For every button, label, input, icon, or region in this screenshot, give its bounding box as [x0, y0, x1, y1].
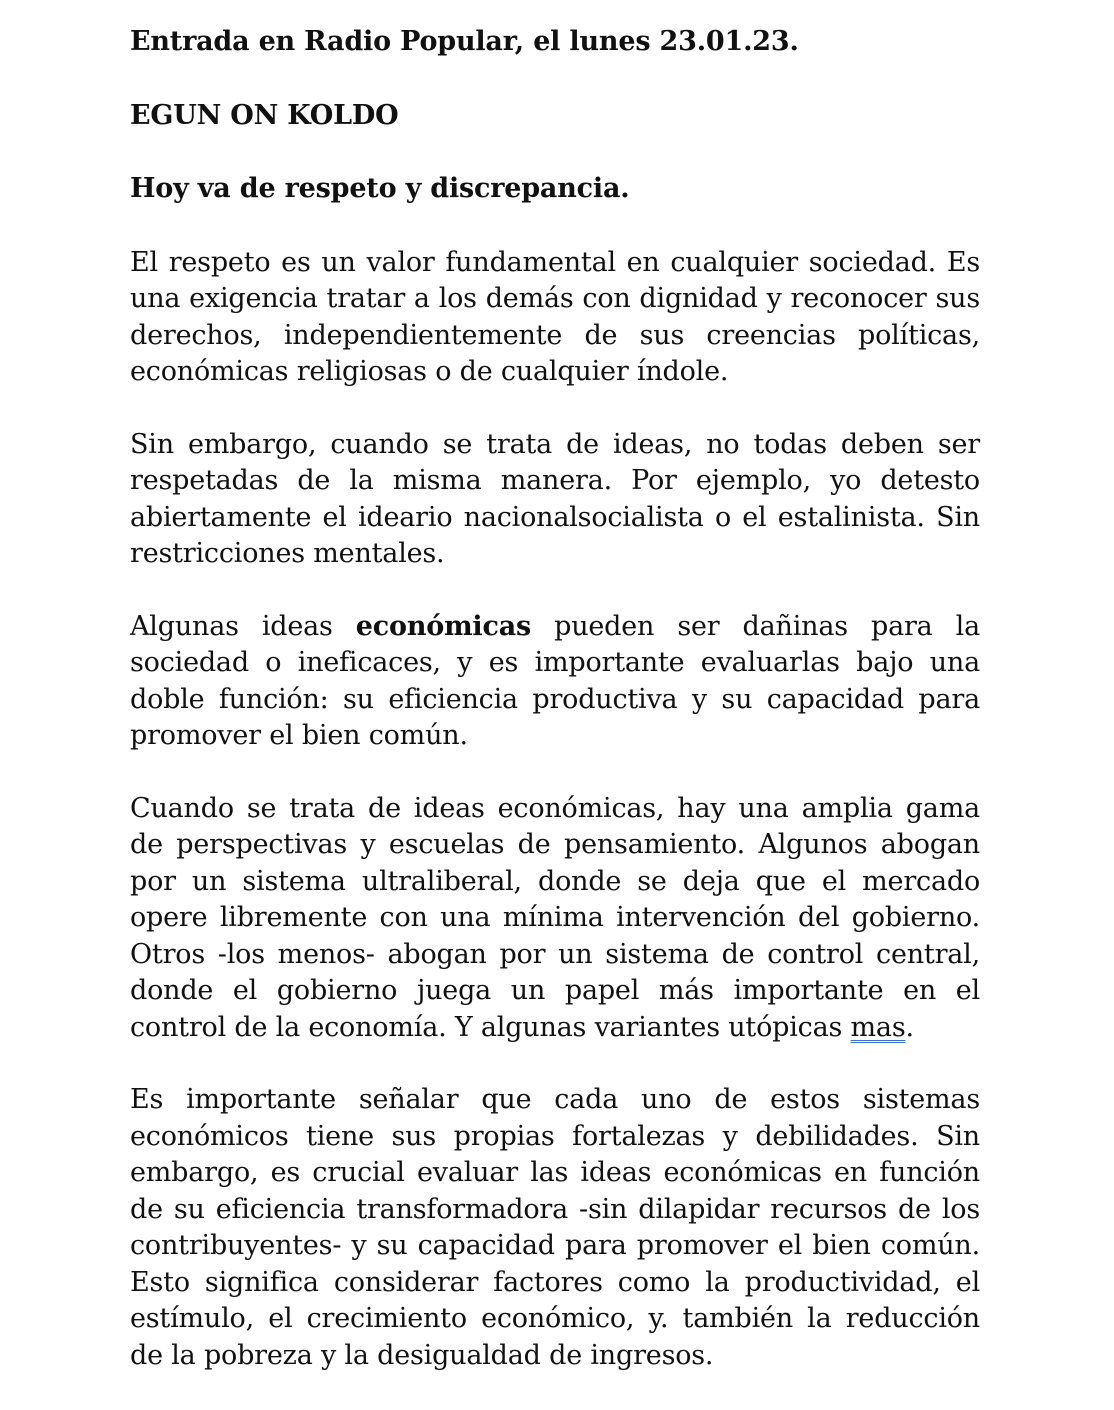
- paragraph-systems: [130, 791, 980, 1047]
- bold-word: económicas: [355, 610, 532, 642]
- paragraph-economic-ideas: [130, 609, 980, 755]
- paragraph-text: pueden ser dañinas para la sociedad o ineficaces, y es importante evaluarlas bajo una doble función: su eficiencia productiva y su capacidad para promover el bien común.: [130, 610, 981, 751]
- topic-line: Hoy va de respeto y discrepancia.: [130, 173, 630, 204]
- document-body: [130, 24, 980, 1374]
- paragraph-text: Cuando se trata de ideas económicas, hay una amplia gama de perspectivas y escuelas de pensamiento. Algunos abogan por un sistema ultraliberal, donde se deja que el mercado opere libremente con una mínima intervención del gobierno. Otros -los menos- abogan por un sistema de control central, donde el gobierno juega un papel más importante en el control de la economía. Y algunas variantes utópicas: [130, 792, 980, 1043]
- paragraph-evaluation: Es importante señalar que cada uno de estos sistemas económicos tiene sus propias fortalezas y debilidades. Sin embargo, es crucial evaluar las ideas económicas en función de su eficiencia transformadora -sin dilapidar recursos de los contribuyentes- y su capacidad para promover el bien común. Esto significa considerar factores como la productividad, el estímulo, el crecimiento económico, y. también la reducción de la pobreza y la desigualdad de ingresos.: [130, 1084, 980, 1371]
- spellcheck-flagged-word[interactable]: mas: [850, 1011, 906, 1043]
- paragraph-text: .: [905, 1011, 914, 1043]
- greeting: EGUN ON KOLDO: [130, 99, 399, 131]
- document-header: Entrada en Radio Popular, el lunes 23.01.23.: [130, 26, 799, 57]
- paragraph-respect: El respeto es un valor fundamental en cualquier sociedad. Es una exigencia tratar a los demás con dignidad y reconocer sus derechos, independientemente de sus creencias políticas, económicas religiosas o de cualquier índole.: [130, 246, 980, 387]
- paragraph-ideas: Sin embargo, cuando se trata de ideas, no todas deben ser respetadas de la misma manera. Por ejemplo, yo detesto abiertamente el ideario nacionalsocialista o el estalinista. Sin restricciones mentales.: [130, 428, 980, 569]
- paragraph-text: Algunas ideas: [130, 610, 356, 642]
